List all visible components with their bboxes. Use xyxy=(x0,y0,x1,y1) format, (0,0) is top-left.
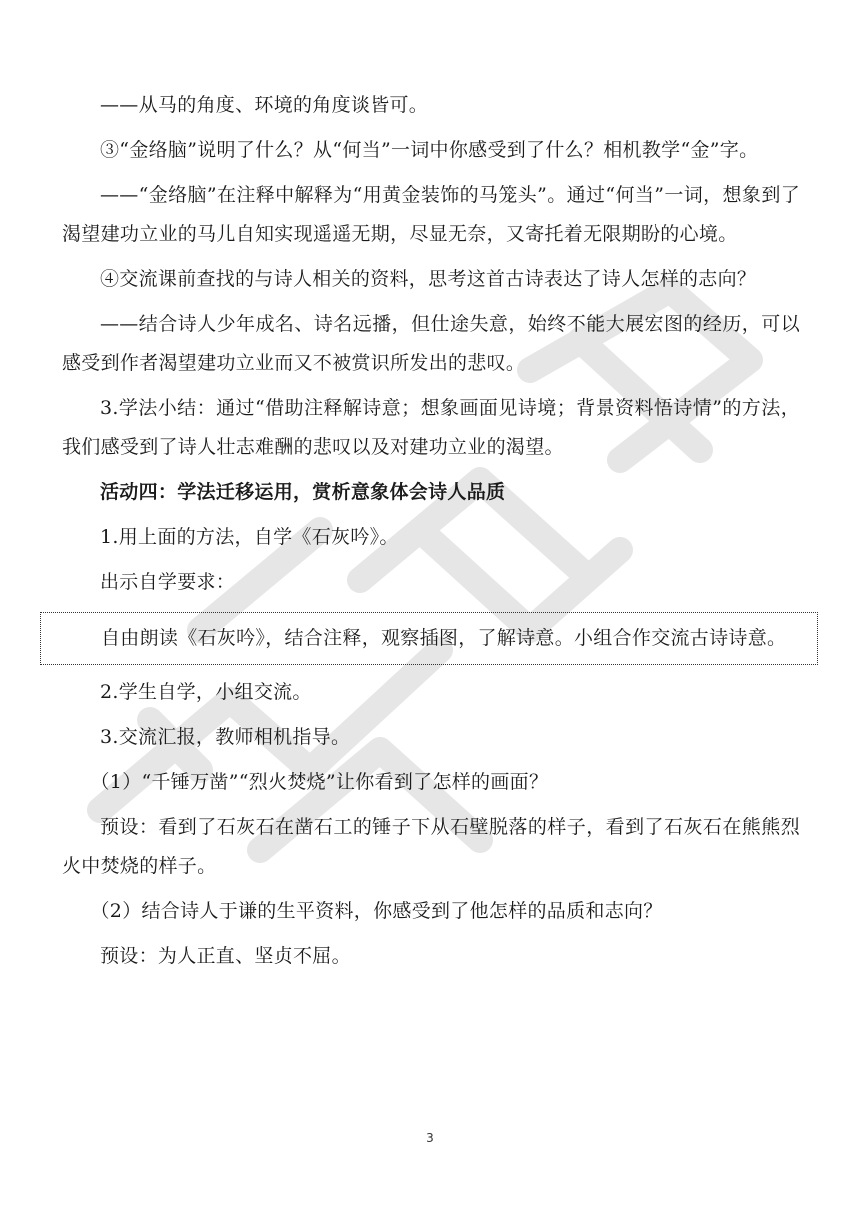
paragraph: ——结合诗人少年成名、诗名远播，但仕途失意，始终不能大展宏图的经历，可以感受到作者渴望建功立业而又不被赏识所发出的悲叹。 xyxy=(62,313,800,374)
answer: 预设：为人正直、坚贞不屈。 xyxy=(100,945,351,967)
paragraph: 1.用上面的方法，自学《石灰吟》。 xyxy=(100,526,399,548)
question: （2）结合诗人于谦的生平资料，你感受到了他怎样的品质和志向？ xyxy=(90,900,663,922)
paragraph: ③“金络脑”说明了什么？从“何当”一词中你感受到了什么？相机教学“金”字。 xyxy=(100,139,759,161)
paragraph: 2.学生自学，小组交流。 xyxy=(100,681,312,703)
requirements-box xyxy=(40,612,818,665)
paragraph: ——从马的角度、环境的角度谈皆可。 xyxy=(100,94,429,116)
section-heading: 活动四：学法迁移运用，赏析意象体会诗人品质 xyxy=(100,481,506,503)
document-body xyxy=(62,86,800,982)
paragraph: ④交流课前查找的与诗人相关的资料，思考这首古诗表达了诗人怎样的志向？ xyxy=(100,268,757,290)
answer: 预设：看到了石灰石在凿石工的锤子下从石壁脱落的样子，看到了石灰石在熊熊烈火中焚烧的样子。 xyxy=(62,816,800,877)
question: （1）“千锤万凿”“烈火焚烧”让你看到了怎样的画面？ xyxy=(90,771,549,793)
paragraph: 出示自学要求： xyxy=(100,571,236,593)
paragraph: 3.学法小结：通过“借助注释解诗意；想象画面见诗境；背景资料悟诗情”的方法，我们感受到了诗人壮志难酬的悲叹以及对建功立业的渴望。 xyxy=(62,397,800,458)
paragraph: ——“金络脑”在注释中解释为“用黄金装饰的马笼头”。通过“何当”一词，想象到了渴望建功立业的马儿自知实现遥遥无期，尽显无奈，又寄托着无限期盼的心境。 xyxy=(62,184,800,245)
requirements-text: 自由朗读《石灰吟》，结合注释，观察插图，了解诗意。小组合作交流古诗诗意。 xyxy=(101,627,787,649)
page-number: 3 xyxy=(426,1131,434,1145)
paragraph: 3.交流汇报，教师相机指导。 xyxy=(100,726,351,748)
